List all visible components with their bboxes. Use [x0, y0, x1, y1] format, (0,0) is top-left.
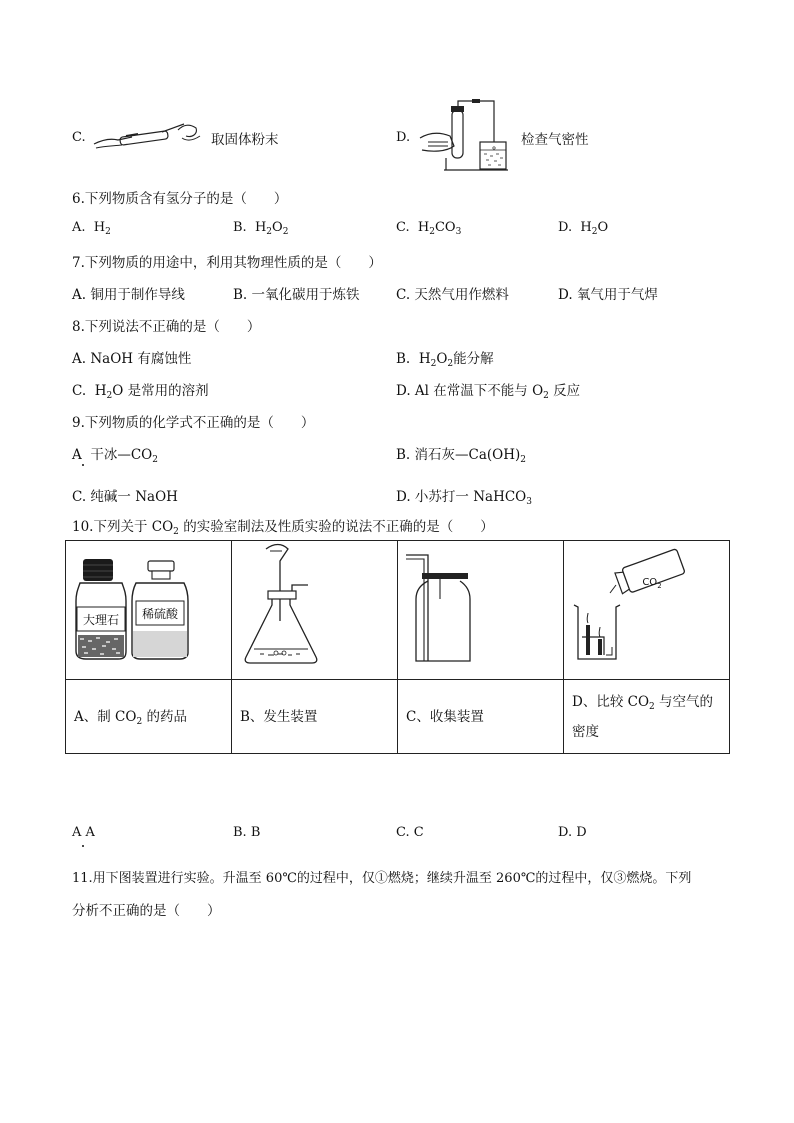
q10-apparatus-table	[65, 540, 730, 754]
q10-answer-d: D. D	[558, 825, 587, 840]
q10-stem: 10.下列关于 $CO_2$ 的实验室制法及性质实验的说法不正确的是（ ）	[72, 519, 494, 537]
q6-option-d: D. $H_2O$	[558, 220, 609, 237]
q5-option-d-letter: D.	[396, 130, 411, 145]
beaker-co2-label: $CO_2$	[642, 577, 662, 590]
spatula-powder-illustration	[92, 118, 202, 156]
q7-option-d: D. 氧气用于气焊	[558, 287, 658, 303]
q10-caption-d: D、比较 $CO_2$ 与空气的密度	[564, 680, 730, 754]
bottle2-label: 稀硫酸	[141, 607, 179, 621]
reagent-bottles-illustration	[66, 541, 231, 679]
q9-option-d: D. 小苏打一 NaHCO$_3$	[396, 489, 532, 507]
q10-cell-density	[564, 541, 730, 680]
q10-cell-collector	[398, 541, 564, 680]
q7-option-b: B. 一氧化碳用于炼铁	[233, 287, 360, 303]
airtightness-check-illustration	[418, 98, 518, 176]
emphasis-dot	[82, 464, 84, 466]
q8-option-c: C. $H_2O$ 是常用的溶剂	[72, 383, 209, 401]
q8-option-d: D. Al 在常温下不能与 $O_2$ 反应	[396, 383, 581, 401]
q10-answer-b: B. B	[233, 825, 261, 840]
q8-stem: 8.下列说法不正确的是（ ）	[72, 319, 261, 335]
q5-option-d-text: 检查气密性	[521, 132, 589, 148]
q10-caption-b: B、发生装置	[232, 680, 398, 754]
q7-stem: 7.下列物质的用途中，利用其物理性质的是（ ）	[72, 255, 382, 271]
q10-caption-c: C、收集装置	[398, 680, 564, 754]
q6-stem: 6.下列物质含有氢分子的是（ ）	[72, 191, 288, 207]
q7-option-a: A. 铜用于制作导线	[72, 287, 185, 303]
q10-answer-a: A A	[72, 825, 95, 840]
q10-caption-a: A、制 $CO_2$ 的药品	[66, 680, 232, 754]
q6-option-c: C. $H_2CO_3$	[396, 220, 462, 237]
q8-option-a: A. NaOH 有腐蚀性	[72, 351, 192, 367]
q9-option-c: C. 纯碱一 NaOH	[72, 489, 178, 505]
q6-option-b: B. $H_2O_2$	[233, 220, 289, 237]
q10-cell-reagents	[66, 541, 232, 680]
emphasis-dot	[82, 845, 84, 847]
conical-flask-generator-illustration	[232, 541, 397, 679]
q9-option-a: A 干冰$—CO_2$	[72, 447, 158, 465]
q5-option-c-text: 取固体粉末	[211, 132, 279, 148]
q7-option-c: C. 天然气用作燃料	[396, 287, 509, 303]
q9-option-b: B. 消石灰$—Ca(OH)_2$	[396, 447, 526, 465]
q6-option-a: A. $H_2$	[72, 220, 111, 237]
q10-answer-c: C. C	[396, 825, 424, 840]
co2-pouring-candles-illustration	[564, 541, 729, 679]
q9-stem: 9.下列物质的化学式不正确的是（ ）	[72, 415, 315, 431]
q5-option-c-letter: C.	[72, 130, 86, 145]
q11-stem-line1: 11.用下图装置进行实验。升温至 60℃的过程中，仅①燃烧；继续升温至 260℃的过程中，仅③燃烧。下列	[72, 871, 692, 886]
q10-cell-generator	[232, 541, 398, 680]
gas-collecting-bottle-illustration	[398, 541, 563, 679]
q11-stem-line2: 分析不正确的是（ ）	[72, 903, 221, 919]
bottle1-label: 大理石	[82, 613, 120, 627]
q8-option-b: B. $H_2O_2$能分解	[396, 351, 494, 369]
